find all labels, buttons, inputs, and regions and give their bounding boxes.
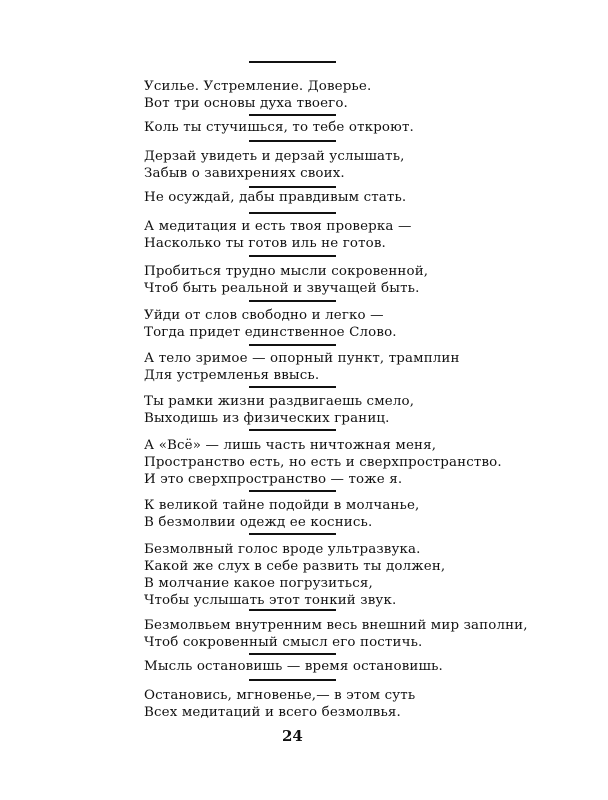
stanza <box>144 658 584 675</box>
verse-line: И это сверхпространство — тоже я. <box>144 472 403 487</box>
verse-line: Чтоб быть реальной и звучащей быть. <box>144 281 420 296</box>
verse-line: Коль ты стучишься, то тебе откроют. <box>144 120 414 135</box>
separator-rule <box>249 679 336 681</box>
verse-line: Пространство есть, но есть и сверхпространство. <box>144 455 502 470</box>
verse-line: Пробиться трудно мысли сокровенной, <box>144 264 429 279</box>
stanza <box>144 350 584 384</box>
verse-line: Безмолвный голос вроде ультразвука. <box>144 542 421 557</box>
stanza <box>144 687 584 721</box>
stanza <box>144 189 584 206</box>
verse-line: Выходишь из физических границ. <box>144 411 390 426</box>
verse-line: Уйди от слов свободно и легко — <box>144 308 384 323</box>
stanza <box>144 148 584 182</box>
verse-line: А медитация и есть твоя проверка — <box>144 219 412 234</box>
separator-rule <box>249 490 336 492</box>
stanza <box>144 78 584 112</box>
verse-line: А «Всё» — лишь часть ничтожная меня, <box>144 438 437 453</box>
verse-line: В молчание какое погрузиться, <box>144 576 373 591</box>
verse-line: Чтоб сокровенный смысл его постичь. <box>144 635 423 650</box>
separator-rule <box>249 140 336 142</box>
stanza <box>144 497 584 531</box>
separator-rule <box>249 609 336 611</box>
verse-line: Безмолвьем внутренним весь внешний мир заполни, <box>144 618 528 633</box>
separator-rule <box>249 300 336 302</box>
stanza <box>144 119 584 136</box>
separator-rule <box>249 114 336 116</box>
stanza <box>144 307 584 341</box>
verse-line: В безмолвии одежд ее коснись. <box>144 515 373 530</box>
separator-rule <box>249 61 336 63</box>
verse-line: Остановись, мгновенье,— в этом суть <box>144 688 416 703</box>
verse-line: Забыв о завихрениях своих. <box>144 166 345 181</box>
verse-line: Не осуждай, дабы правдивым стать. <box>144 190 407 205</box>
separator-rule <box>249 429 336 431</box>
separator-rule <box>249 212 336 214</box>
stanza <box>144 393 584 427</box>
verse-line: Тогда придет единственное Слово. <box>144 325 397 340</box>
separator-rule <box>249 653 336 655</box>
verse-line: К великой тайне подойди в молчанье, <box>144 498 420 513</box>
verse-line: Дерзай увидеть и дерзай услышать, <box>144 149 405 164</box>
verse-line: Всех медитаций и всего безмолвья. <box>144 705 401 720</box>
separator-rule <box>249 186 336 188</box>
stanza <box>144 263 584 297</box>
stanza <box>144 617 584 651</box>
stanza <box>144 437 584 488</box>
verse-line: Мысль остановишь — время остановишь. <box>144 659 443 674</box>
verse-line: Насколько ты готов иль не готов. <box>144 236 386 251</box>
verse-line: Какой же слух в себе развить ты должен, <box>144 559 446 574</box>
verse-line: А тело зримое — опорный пункт, трамплин <box>144 351 460 366</box>
separator-rule <box>249 533 336 535</box>
separator-rule <box>249 386 336 388</box>
stanza <box>144 541 584 609</box>
verse-line: Чтобы услышать этот тонкий звук. <box>144 593 397 608</box>
separator-rule <box>249 344 336 346</box>
page-number: 24 <box>282 727 303 745</box>
separator-rule <box>249 255 336 257</box>
verse-line: Усилье. Устремление. Доверье. <box>144 79 372 94</box>
verse-line: Вот три основы духа твоего. <box>144 96 348 111</box>
verse-line: Для устремленья ввысь. <box>144 368 320 383</box>
verse-line: Ты рамки жизни раздвигаешь смело, <box>144 394 415 409</box>
stanza <box>144 218 584 252</box>
